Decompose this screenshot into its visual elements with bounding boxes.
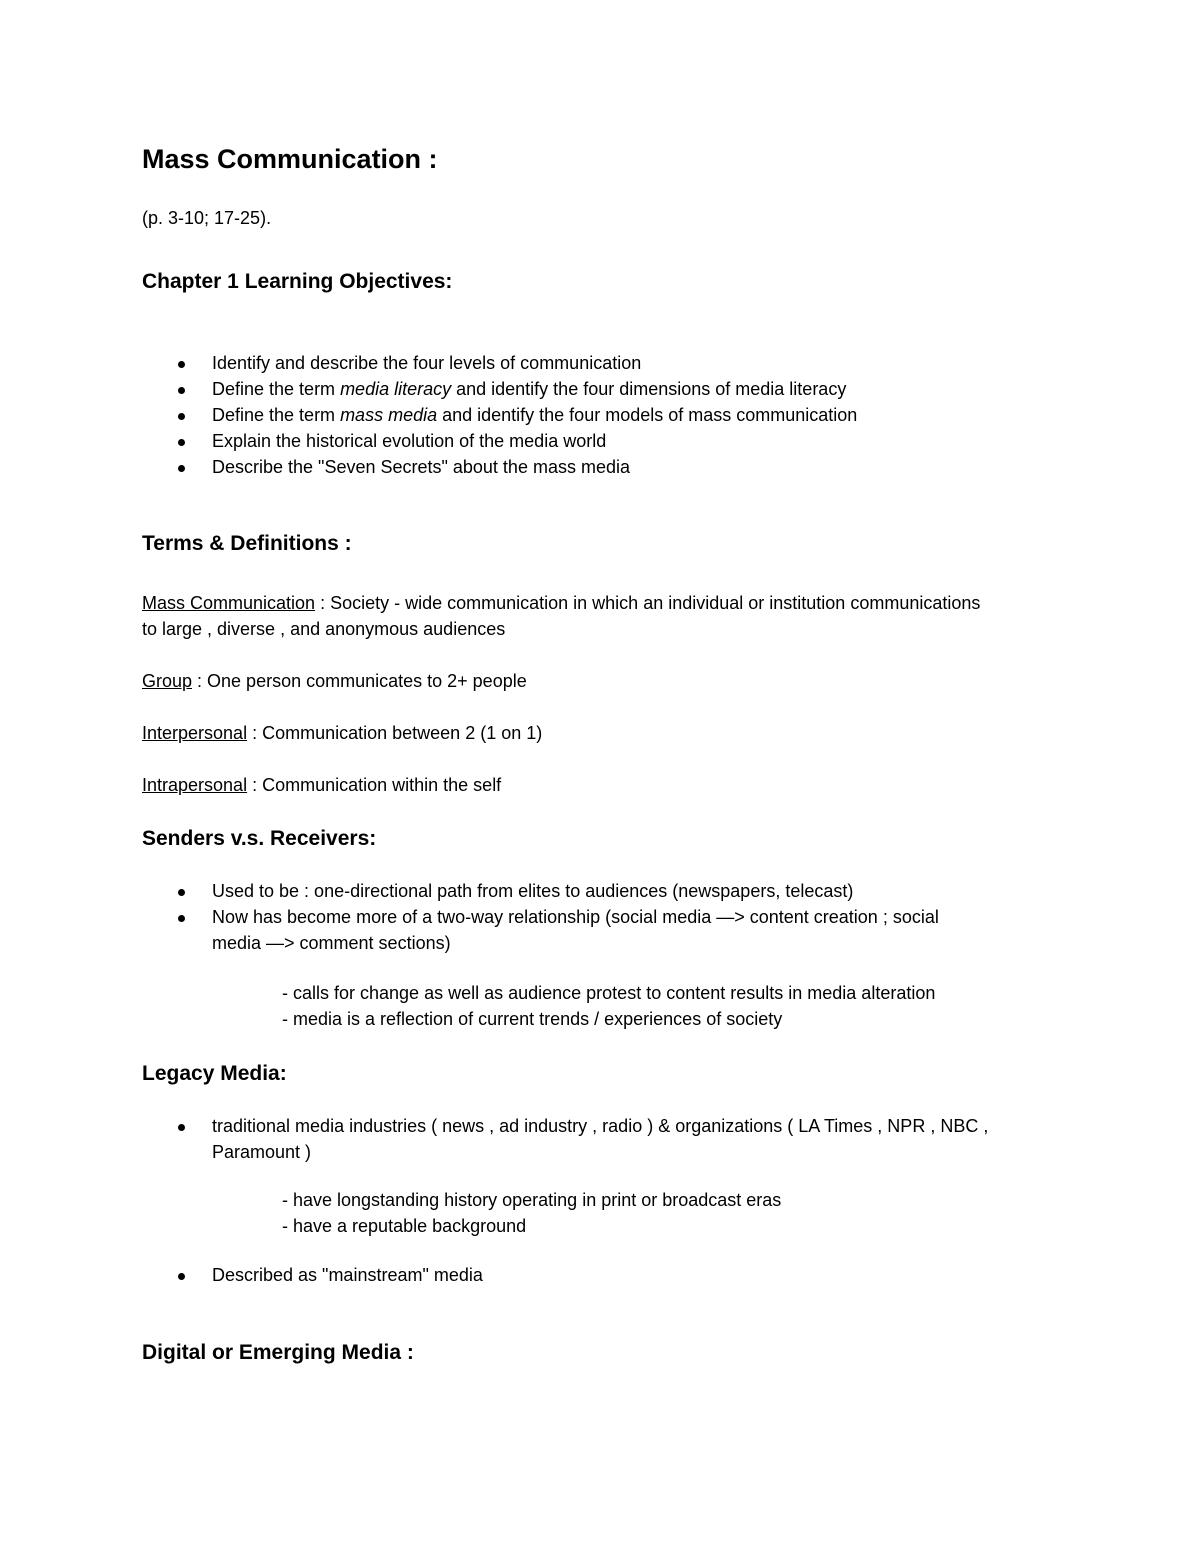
definition-group: Group : One person communicates to 2+ people — [142, 671, 527, 691]
legacy-list-2 — [142, 1262, 483, 1288]
senders-subpoint: - calls for change as well as audience protest to content results in media alteration — [282, 983, 936, 1003]
list-item: Described as "mainstream" media — [142, 1262, 483, 1288]
bullet-icon — [178, 889, 185, 896]
bullet-icon — [178, 915, 185, 922]
list-item: Now has become more of a two-way relationship (social media —> content creation ; social media —> comment sections) — [142, 904, 939, 956]
bullet-icon — [178, 465, 185, 472]
legacy-heading: Legacy Media: — [142, 1062, 287, 1085]
document-title: Mass Communication : — [142, 144, 438, 174]
list-item: Used to be : one-directional path from elites to audiences (newspapers, telecast) — [142, 878, 939, 904]
definition-interpersonal: Interpersonal : Communication between 2 (1 on 1) — [142, 723, 543, 743]
senders-heading: Senders v.s. Receivers: — [142, 827, 377, 850]
definition-intrapersonal: Intrapersonal : Communication within the self — [142, 775, 502, 795]
term-label: Interpersonal — [142, 723, 248, 743]
bullet-icon — [178, 413, 185, 420]
senders-subpoint: - media is a reflection of current trends / experiences of society — [282, 1009, 783, 1029]
legacy-subpoint: - have longstanding history operating in print or broadcast eras — [282, 1190, 782, 1210]
bullet-icon — [178, 1124, 185, 1131]
bullet-icon — [178, 387, 185, 394]
list-item: Describe the "Seven Secrets" about the mass media — [142, 454, 857, 480]
list-item: Define the term mass media and identify the four models of mass communication — [142, 402, 857, 428]
page-range: (p. 3-10; 17-25). — [142, 208, 272, 228]
digital-heading: Digital or Emerging Media : — [142, 1341, 414, 1364]
objectives-list — [142, 350, 857, 480]
list-item: Define the term media literacy and identify the four dimensions of media literacy — [142, 376, 857, 402]
term-label: Group — [142, 671, 193, 691]
legacy-subpoint: - have a reputable background — [282, 1216, 527, 1236]
legacy-list — [142, 1113, 988, 1165]
list-item: traditional media industries ( news , ad industry , radio ) & organizations ( LA Times , NPR , NBC , Paramount ) — [142, 1113, 988, 1165]
bullet-icon — [178, 361, 185, 368]
definition-mass-communication: Mass Communication : Society - wide communication in which an individual or institution communications to large , diverse , and anonymous audiences — [142, 593, 981, 639]
list-item: Identify and describe the four levels of communication — [142, 350, 857, 376]
objectives-heading: Chapter 1 Learning Objectives: — [142, 270, 453, 293]
senders-list — [142, 878, 939, 956]
bullet-icon — [178, 439, 185, 446]
term-label: Intrapersonal — [142, 775, 248, 795]
list-item: Explain the historical evolution of the media world — [142, 428, 857, 454]
term-label: Mass Communication — [142, 593, 316, 613]
terms-heading: Terms & Definitions : — [142, 532, 352, 555]
bullet-icon — [178, 1273, 185, 1280]
